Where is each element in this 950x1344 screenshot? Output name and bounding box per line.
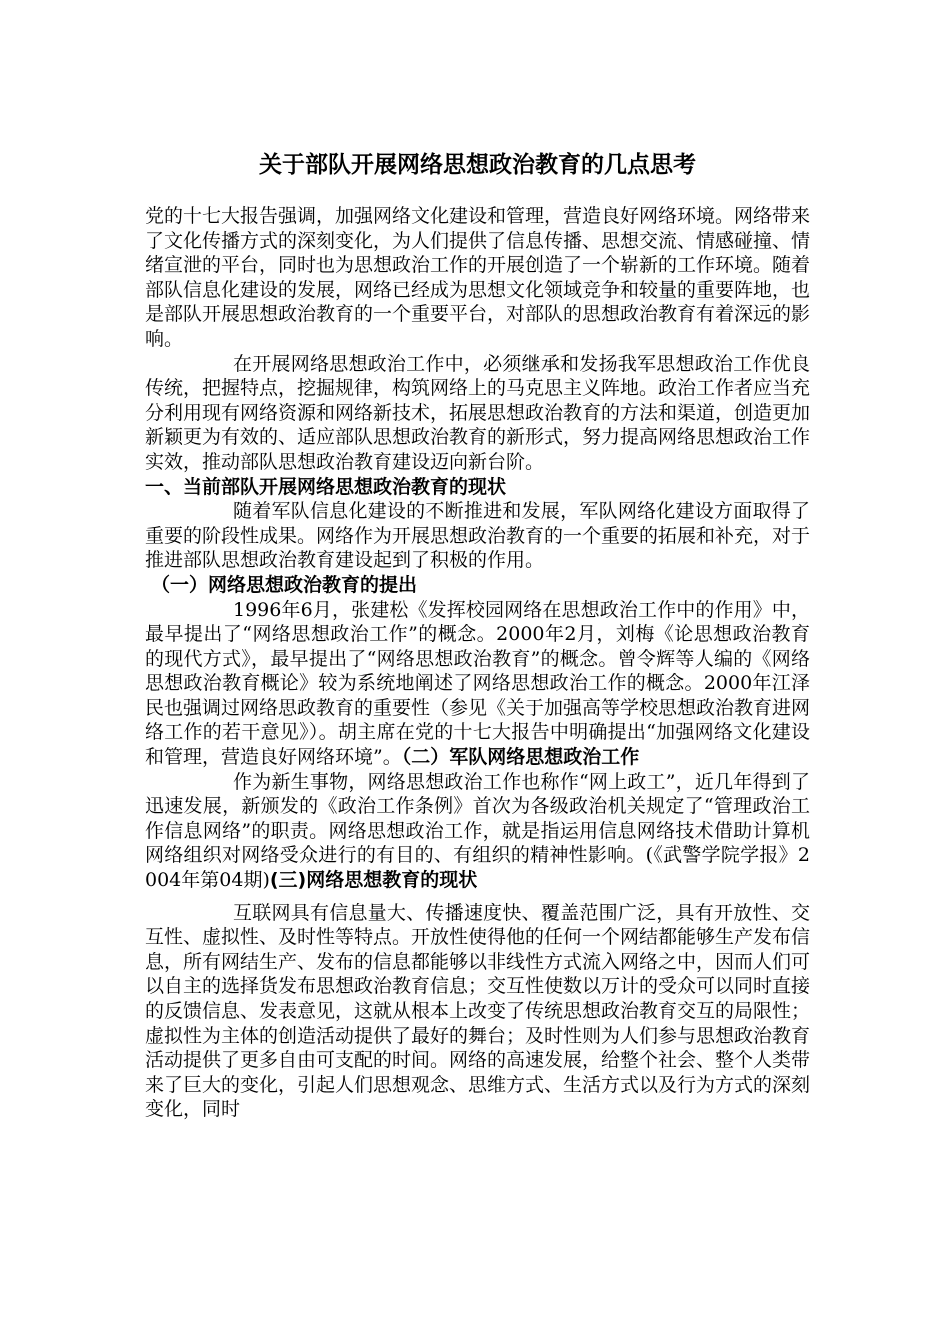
section-1-paragraph: 随着军队信息化建设的不断推进和发展，军队网络化建设方面取得了重要的阶段性成果。网络作为开展思想政治教育的一个重要的拓展和补充，对于推进部队思想政治教育建设起到了积极的作用。 — [145, 500, 811, 572]
document-title: 关于部队开展网络思想政治教育的几点思考 — [259, 152, 696, 178]
subsection-3-paragraph: 互联网具有信息量大、传播速度快、覆盖范围广泛，具有开放性、交互性、虚拟性、及时性等特点。开放性使得他的任何一个网结都能够生产发布信息，所有网结生产、发布的信息都能够以非线性方式流入网络之中，因而人们可以自主的选择货发布思想政治教育信息；交互性使数以万计的受众可以同时直接的反馈信息、发表意见，这就从根本上改变了传统思想政治教育交互的局限性；虚拟性为主体的创造活动提供了最好的舞台；及时性则为人们参与思想政治教育活动提供了更多自由可支配的时间。网络的高速发展，给整个社会、整个人类带来了巨大的变化，引起人们思想观念、思维方式、生活方式以及行为方式的深刻变化，同时 — [145, 901, 811, 1121]
subsection-3-heading: (三)网络思想教育的现状 — [269, 869, 478, 892]
intro-paragraph-2: 在开展网络思想政治工作中，必须继承和发扬我军思想政治工作优良传统，把握特点，挖掘规律，构筑网络上的马克思主义阵地。政治工作者应当充分利用现有网络资源和网络新技术，拓展思想政治教育的方法和渠道，创造更加新颖更为有效的、适应部队思想政治教育的新形式，努力提高网络思想政治工作实效，推动部队思想政治教育建设迈向新台阶。 — [145, 352, 811, 473]
subsection-2-paragraph — [145, 770, 810, 893]
subsection-2-text: 作为新生事物，网络思想政治工作也称作“网上政工”，近几年得到了迅速发展，新颁发的《政治工作条例》首次为各级政治机关规定了“管理政治工作信息网络”的职责。网络思想政治工作，就是指运用信息网络技术借助计算机网络组织对网络受众进行的有目的、有组织的精神性影响。(《武警学院学报》2004年第04期) — [145, 770, 810, 892]
document-page — [145, 148, 810, 1122]
subsection-1-heading: （一）网络思想政治教育的提出 — [151, 573, 418, 596]
intro-paragraph-1: 党的十七大报告强调，加强网络文化建设和管理，营造良好网络环境。网络带来了文化传播方式的深刻变化，为人们提供了信息传播、思想交流、情感碰撞、情绪宣泄的平台，同时也为思想政治工作的开展创造了一个崭新的工作环境。随着部队信息化建设的发展，网络已经成为思想文化领域竞争和较量的重要阵地，也是部队开展思想政治教育的一个重要平台，对部队的思想政治教育有着深远的影响。 — [145, 205, 811, 350]
subsection-1-text: 1996年6月，张建松《发挥校园网络在思想政治工作中的作用》中，最早提出了“网络思想政治工作”的概念。2000年2月，刘梅《论思想政治教育的现代方式》，最早提出了“网络思想政治教育”的概念。曾令辉等人编的《网络思想政治教育概论》较为系统地阐述了网络思想政治工作的概念。2000年江泽民也强调过网络思政教育的重要性（参见《关于加强高等学校思想政治教育进网络工作的若干意见》）。胡主席在党的十七大报告中明确提出“加强网络文化建设和管理，营造良好网络环境”。 — [145, 598, 811, 769]
section-1-heading: 一、当前部队开展网络思想政治教育的现状 — [145, 475, 507, 498]
subsection-2-heading: （二）军队网络思想政治工作 — [401, 746, 640, 769]
subsection-1-paragraph — [145, 598, 810, 770]
